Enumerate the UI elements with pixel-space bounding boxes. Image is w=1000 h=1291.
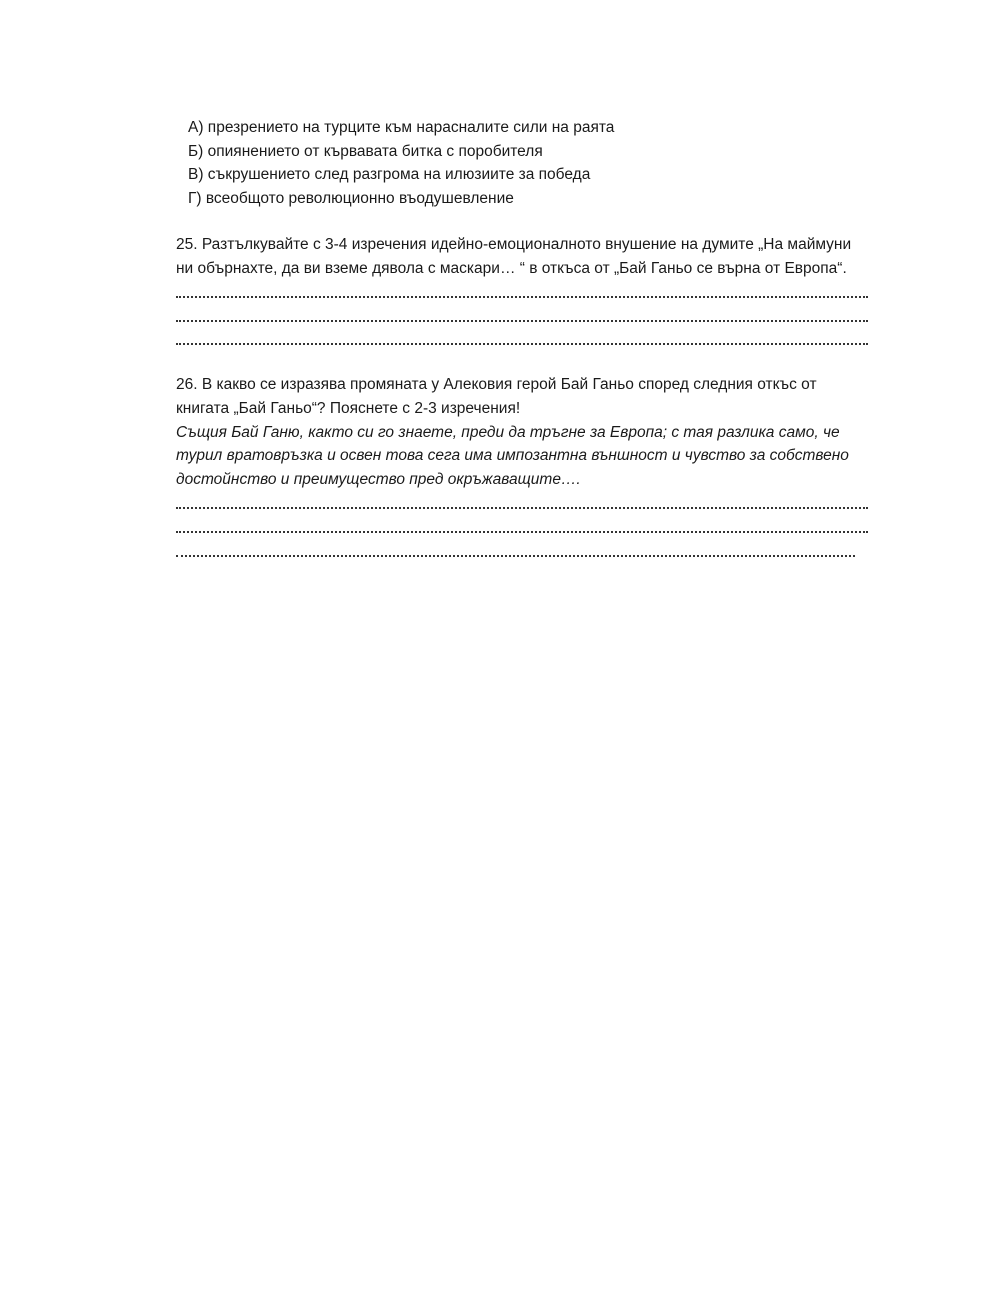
question-26-text: 26. В какво се изразява промяната у Алековия герой Бай Ганьо според следния откъс от книгата „Бай Ганьо“? Пояснете с 2-3 изречения! [176,376,817,417]
question-26-quote: Същия Бай Ганю, както си го знаете, преди да тръгне за Европа; с тая разлика само, че турил вратовръзка и освен това сега има импозантна външност и чувство за собствено достойнство и преимущество пред окръжаващите…. [176,423,849,489]
answer-line-25-3[interactable] [176,328,868,352]
answer-line-26-3[interactable] [176,539,855,563]
answer-line-25-2[interactable] [176,304,868,328]
option-d[interactable]: Г) всеобщото революционно въодушевление [188,190,514,208]
answer-line-26-2[interactable] [176,515,868,539]
question-25-text: 25. Разтълкувайте с 3-4 изречения идейно-емоционалното внушение на думите „На маймуни ни обърнахте, да ви вземе дявола с маскари… “ в откъса от „Бай Ганьо се върна от Европа“. [176,235,852,277]
option-a[interactable]: А) презрението на турците към нарасналите сили на раята [188,119,615,136]
answer-line-25-1[interactable] [176,280,868,304]
option-c[interactable]: В) съкрушението след разгрома на илюзиите за победа [188,166,591,184]
option-b[interactable]: Б) опиянението от кървавата битка с поробителя [188,142,543,160]
answer-line-26-1[interactable] [176,492,868,516]
question-25 [176,233,870,351]
question-26 [176,373,870,563]
worksheet-content [176,116,870,563]
answer-options [188,116,870,211]
